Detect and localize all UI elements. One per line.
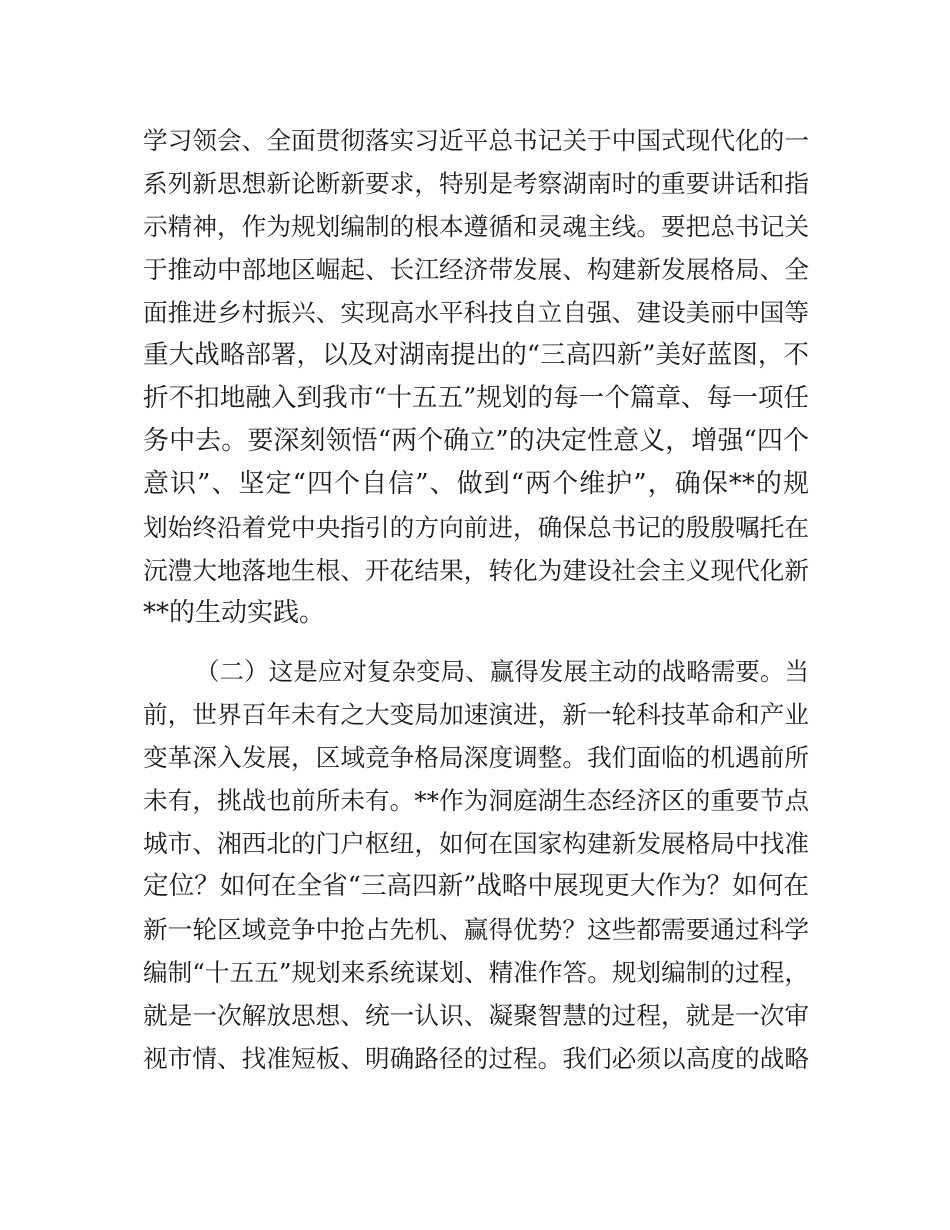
paragraph-1 — [143, 119, 809, 635]
text-line: 变革深入发展，区域竞争格局深度调整。我们面临的机遇前所 — [143, 743, 809, 772]
text-line: 重大战略部署，以及对湖南提出的“三高四新”美好蓝图，不 — [143, 340, 809, 370]
text-line: 示精神，作为规划编制的根本遵循和灵魂主线。要把总书记关 — [143, 212, 809, 241]
text-line: 编制“十五五”规划来系统谋划、精准作答。规划编制的过程， — [143, 958, 809, 987]
text-line: **的生动实践。 — [143, 598, 326, 628]
text-line: 就是一次解放思想、统一认识、凝聚智慧的过程，就是一次审 — [143, 1001, 809, 1030]
section-heading-line: （二）这是应对复杂变局、赢得发展主动的战略需要。当 — [195, 657, 809, 686]
text-line: 面推进乡村振兴、实现高水平科技自立自强、建设美丽中国等 — [143, 298, 809, 327]
text-line: 新一轮区域竞争中抢占先机、赢得优势？这些都需要通过科学 — [143, 915, 809, 944]
text-line: 视市情、找准短板、明确路径的过程。我们必须以高度的战略 — [143, 1044, 809, 1073]
paragraph-2 — [143, 650, 809, 1080]
text-line: 学习领会、全面贯彻落实习近平总书记关于中国式现代化的一 — [143, 126, 809, 155]
text-line: 折不扣地融入到我市“十五五”规划的每一个篇章、每一项任 — [143, 383, 809, 413]
text-line: 系列新思想新论断新要求，特别是考察湖南时的重要讲话和指 — [143, 169, 809, 198]
text-line: 划始终沿着党中央指引的方向前进，确保总书记的殷殷嘱托在 — [143, 513, 809, 542]
text-line: 于推动中部地区崛起、长江经济带发展、构建新发展格局、全 — [143, 255, 809, 284]
text-line: 前，世界百年未有之大变局加速演进，新一轮科技革命和产业 — [143, 700, 809, 729]
text-line: 务中去。要深刻领悟“两个确立”的决定性意义，增强“四个 — [143, 426, 809, 456]
text-line: 意识”、坚定“四个自信”、做到“两个维护”，确保**的规 — [143, 469, 809, 499]
text-line: 沅澧大地落地生根、开花结果，转化为建设社会主义现代化新 — [143, 556, 809, 585]
text-line: 城市、湘西北的门户枢纽，如何在国家构建新发展格局中找准 — [143, 829, 809, 858]
text-line: 定位？如何在全省“三高四新”战略中展现更大作为？如何在 — [143, 871, 809, 901]
text-line: 未有，挑战也前所未有。**作为洞庭湖生态经济区的重要节点 — [143, 786, 809, 815]
